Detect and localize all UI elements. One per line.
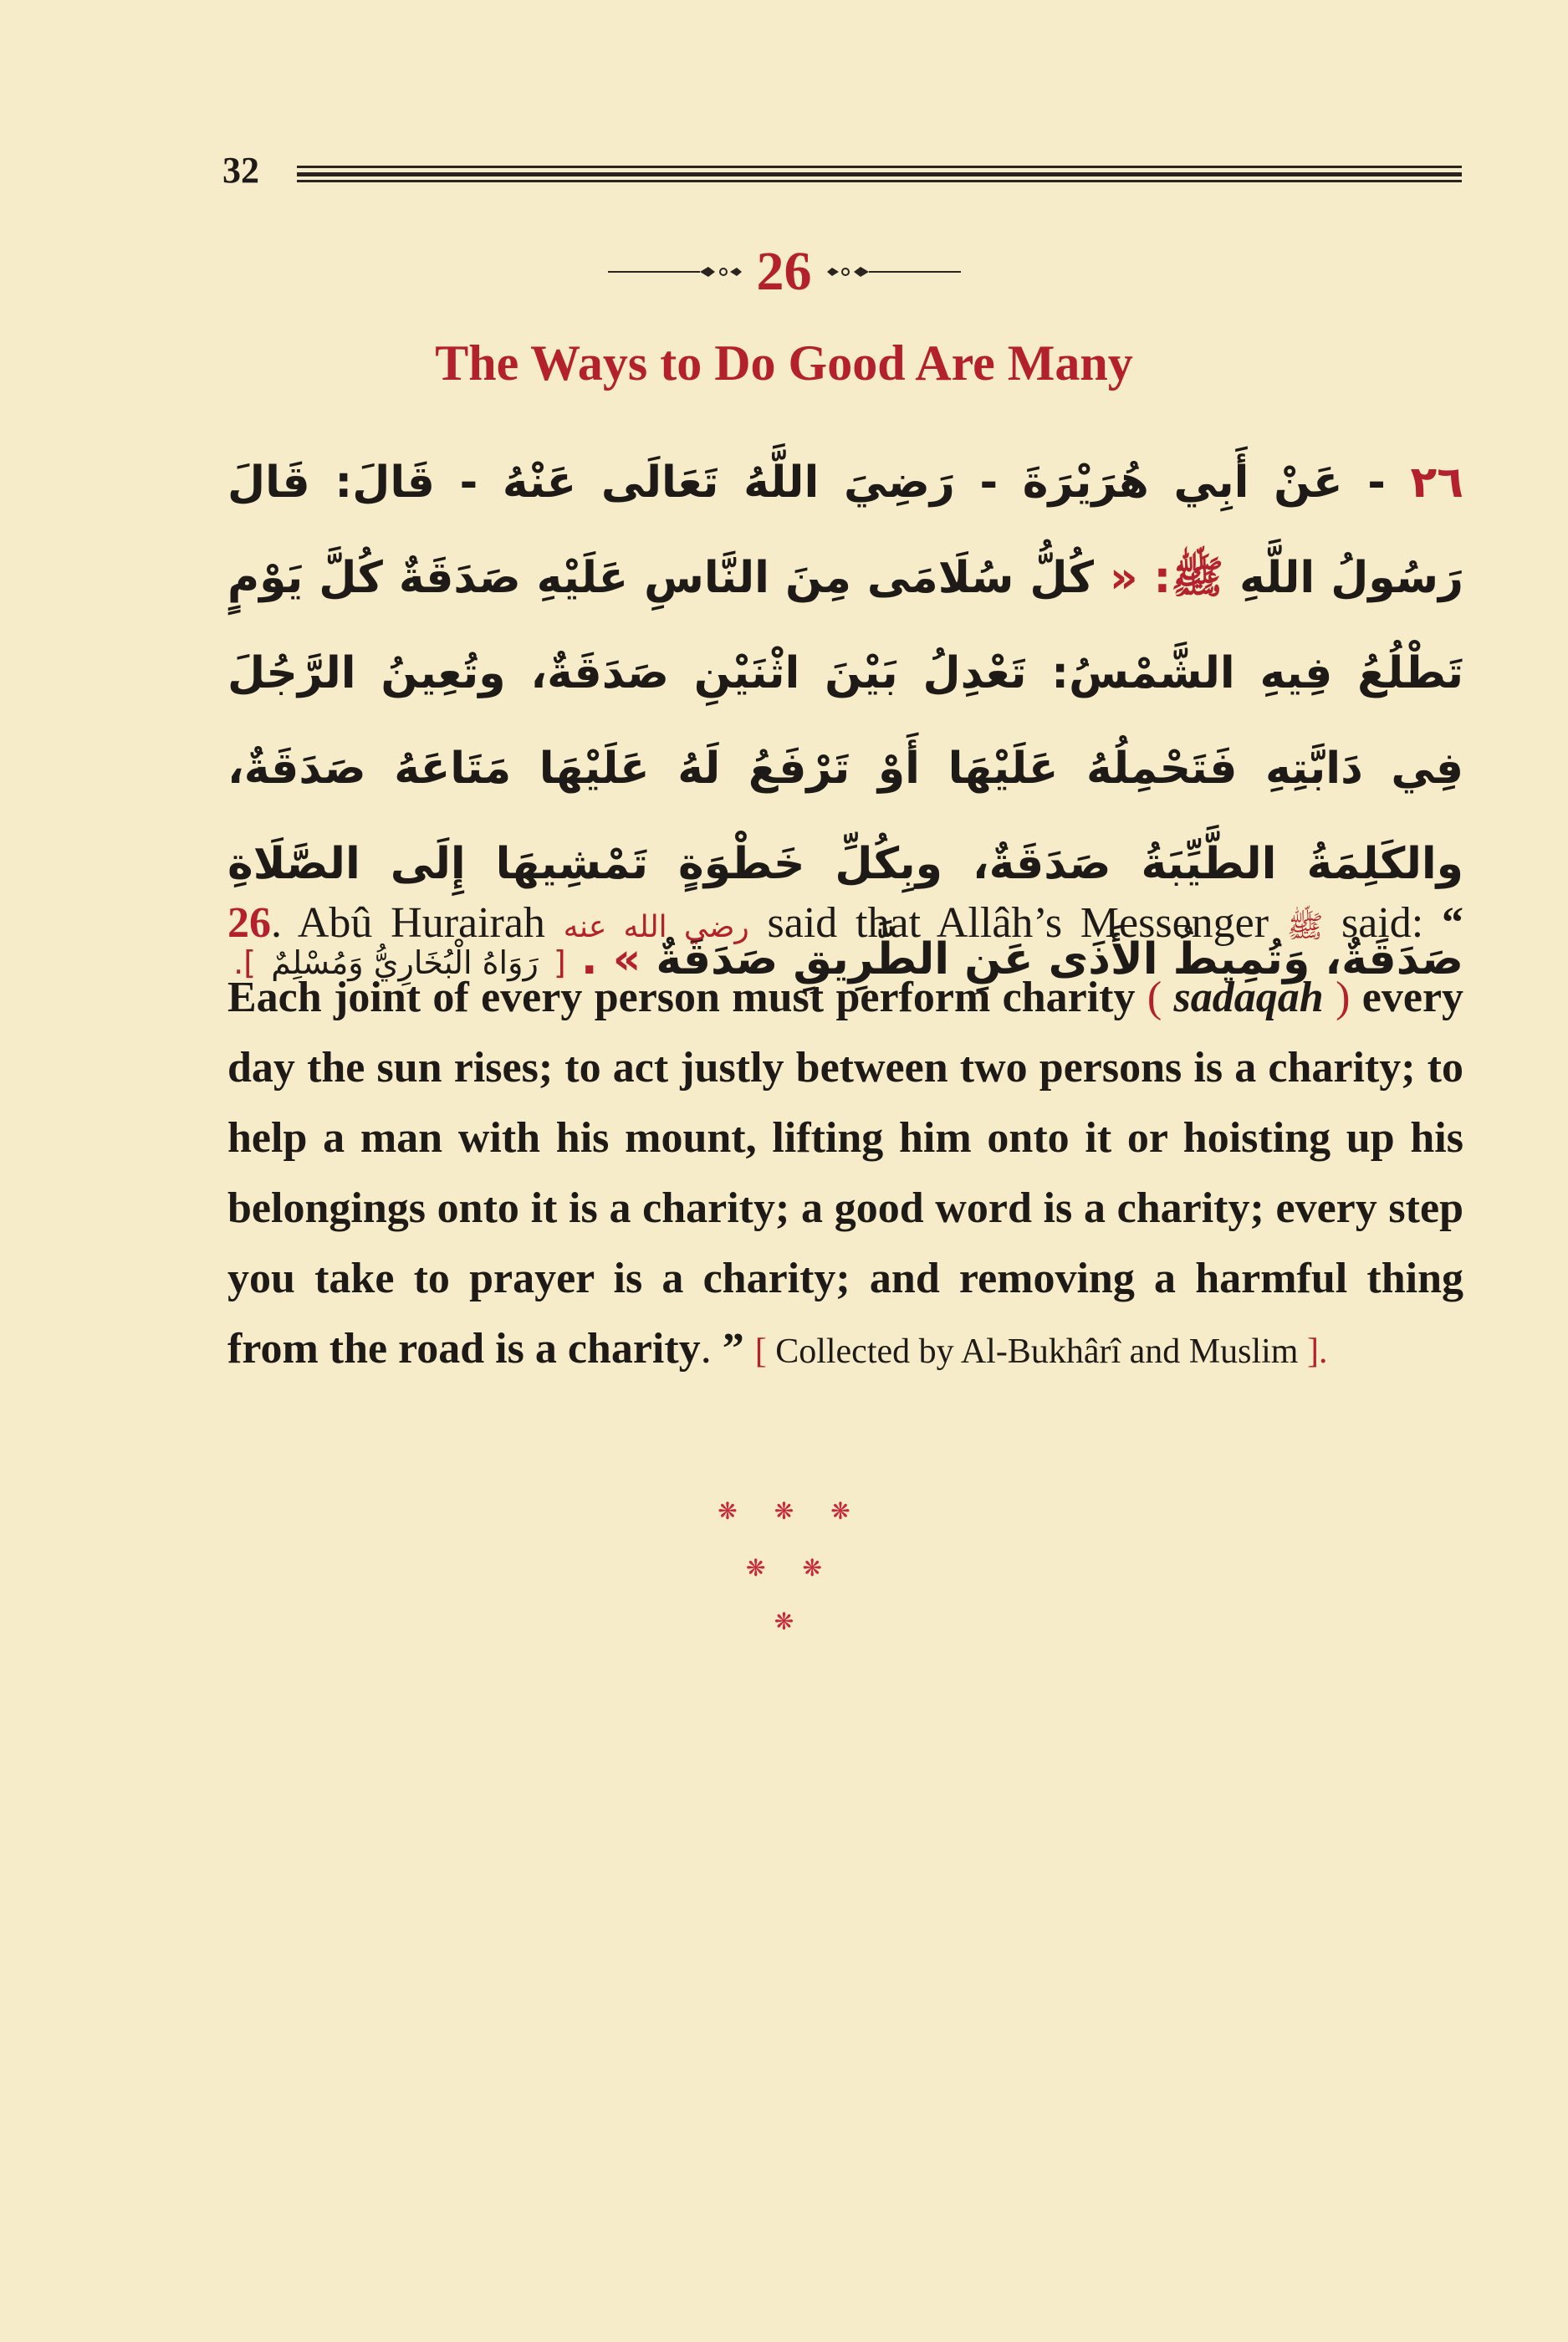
star-icon: ❋	[718, 1497, 738, 1525]
arabic-quote-close: » .	[580, 934, 641, 984]
english-said: said:	[1341, 899, 1424, 947]
paren-close: )	[1336, 974, 1351, 1021]
star-icon: ❋	[746, 1554, 766, 1582]
hadith-number-heading	[0, 234, 1568, 309]
right-ornament-icon	[827, 263, 961, 280]
paren-open: (	[1147, 974, 1162, 1021]
left-ornament-icon	[608, 263, 742, 280]
arabic-matn: كُلُّ سُلَامَى مِنَ النَّاسِ عَلَيْهِ صَدَقَةٌ كُلَّ يَوْمٍ تَطْلُعُ فِيهِ الشَّمْسُ: تَعْدِلُ بَيْنَ اثْنَيْنِ صَدَقَةٌ، وتُعِينُ الرَّجُلَ فِي دَابَّتِهِ فَتَحْمِلُهُ عَلَيْهَا أَوْ تَرْفَعُ لَهُ عَلَيْهَا مَتَاعَهُ صَدَقَةٌ، والكَلِمَةُ الطَّيِّبَةُ صَدَقَةٌ، وبِكُلِّ خَطْوَةٍ تَمْشِيهَا إِلَى الصَّلَاةِ صَدَقَةٌ، وَتُمِيطُ الأَذَى عَنِ الطَّرِيقِ صَدَقَةٌ	[227, 553, 1463, 984]
hadith-number: 26	[756, 241, 812, 302]
english-number-separator: .	[271, 899, 282, 947]
star-ornament-row-3	[0, 1608, 1568, 1635]
quote-close: ”	[722, 1325, 744, 1373]
prophet-honorific-icon: ﷺ	[1171, 553, 1224, 603]
page-number: 32	[222, 150, 259, 191]
arabic-isnad: - عَنْ أَبِي هُرَيْرَةَ - رَضِيَ اللَّهُ تَعَالَى عَنْهُ - قَالَ: قَالَ رَسُولُ اللَّهِ	[227, 458, 1463, 603]
arabic-source: رَوَاهُ الْبُخَارِيُّ وَمُسْلِمٌ	[271, 944, 539, 981]
star-ornament-row-2	[0, 1554, 1568, 1582]
english-hadith-number: 26	[227, 899, 271, 947]
english-text-part2: every day the sun rises; to act justly between two persons is a charity; to help a man with his mount, lifting him onto it or hoisting up his belongings onto it is a charity; a good word is a charity; every step you take to prayer is a charity; and removing a harmful thing from the road is a charity	[227, 974, 1464, 1373]
arabic-quote-open: : «	[1109, 553, 1172, 603]
star-icon: ❋	[774, 1608, 794, 1635]
reference-close: ].	[1306, 1332, 1328, 1371]
english-end-dot: .	[700, 1325, 712, 1373]
english-said-that: said that Allâh’s Messenger	[767, 899, 1269, 947]
quote-open: “	[1442, 899, 1463, 947]
prophet-honorific-english-icon: ﷺ	[1286, 910, 1324, 944]
english-translation	[227, 888, 1463, 1387]
star-icon: ❋	[802, 1554, 822, 1582]
header-rule	[297, 166, 1462, 182]
arabic-term: sadaqah	[1173, 974, 1324, 1021]
reference-open: [	[754, 1332, 767, 1371]
arabic-source-open: [	[553, 944, 566, 981]
narrator-name: Abû Hurairah	[297, 899, 545, 947]
arabic-source-close: ].	[233, 944, 257, 981]
companion-honorific-icon: رضي الله عنه	[563, 910, 749, 944]
english-text-part1: Each joint of every person must perform charity	[227, 974, 1136, 1021]
chapter-title: The Ways to Do Good Are Many	[435, 335, 1133, 391]
star-icon: ❋	[830, 1497, 850, 1525]
star-icon: ❋	[774, 1497, 794, 1525]
reference-text: Collected by Al-Bukhârî and Muslim	[775, 1332, 1299, 1371]
star-ornament-row-1	[0, 1497, 1568, 1525]
arabic-hadith-number: ٢٦	[1410, 458, 1463, 508]
